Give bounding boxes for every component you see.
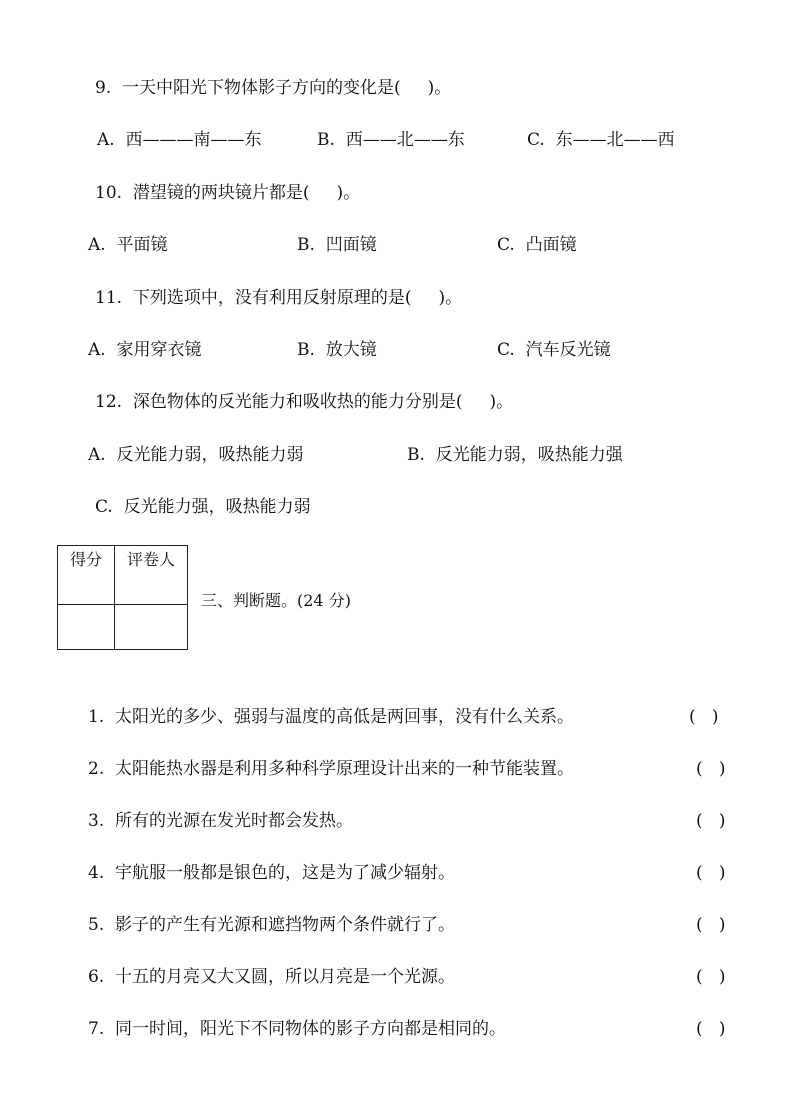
question-11-option-a: A. 家用穿衣镜: [88, 340, 202, 360]
question-12-option-a: A. 反光能力弱，吸热能力弱: [88, 445, 304, 465]
tf-answer-blank-5[interactable]: ( ): [696, 915, 726, 935]
tf-answer-blank-4[interactable]: ( ): [696, 863, 726, 883]
question-10-stem: 10. 潜望镜的两块镜片都是( )。: [95, 183, 361, 203]
tf-answer-blank-2[interactable]: ( ): [696, 759, 726, 779]
question-11-option-c: C. 汽车反光镜: [497, 340, 611, 360]
tf-question-3: 3. 所有的光源在发光时都会发热。: [88, 811, 354, 831]
grader-header: 评卷人: [115, 546, 188, 605]
tf-question-5: 5. 影子的产生有光源和遮挡物两个条件就行了。: [88, 915, 456, 935]
question-9-option-a: A. 西———南——东: [97, 130, 262, 150]
question-10-option-c: C. 凸面镜: [497, 235, 577, 255]
tf-answer-blank-1[interactable]: ( ): [689, 707, 719, 727]
question-12-option-c: C. 反光能力强，吸热能力弱: [95, 497, 311, 517]
grader-cell: [115, 605, 188, 650]
tf-question-2: 2. 太阳能热水器是利用多种科学原理设计出来的一种节能装置。: [88, 759, 575, 779]
question-12-option-b: B. 反光能力弱，吸热能力强: [407, 445, 623, 465]
question-12-stem: 12. 深色物体的反光能力和吸收热的能力分别是( )。: [95, 392, 514, 412]
tf-question-7: 7. 同一时间，阳光下不同物体的影子方向都是相同的。: [88, 1019, 507, 1039]
question-10-option-b: B. 凹面镜: [297, 235, 377, 255]
question-9-option-b: B. 西——北——东: [317, 130, 465, 150]
section-title: 三、判断题。(24 分): [201, 591, 351, 610]
question-10-option-a: A. 平面镜: [88, 235, 168, 255]
score-table: [57, 545, 188, 650]
score-header: 得分: [58, 546, 115, 605]
tf-question-4: 4. 宇航服一般都是银色的，这是为了减少辐射。: [88, 863, 456, 883]
tf-answer-blank-3[interactable]: ( ): [696, 811, 726, 831]
question-9-option-c: C. 东——北——西: [527, 130, 675, 150]
tf-question-1: 1. 太阳光的多少、强弱与温度的高低是两回事，没有什么关系。: [88, 707, 575, 727]
question-11-option-b: B. 放大镜: [297, 340, 377, 360]
tf-answer-blank-7[interactable]: ( ): [696, 1019, 726, 1039]
question-9-stem: 9. 一天中阳光下物体影子方向的变化是( )。: [95, 78, 452, 98]
tf-answer-blank-6[interactable]: ( ): [696, 967, 726, 987]
score-cell: [58, 605, 115, 650]
question-11-stem: 11. 下列选项中，没有利用反射原理的是( )。: [95, 288, 463, 308]
tf-question-6: 6. 十五的月亮又大又圆，所以月亮是一个光源。: [88, 967, 456, 987]
